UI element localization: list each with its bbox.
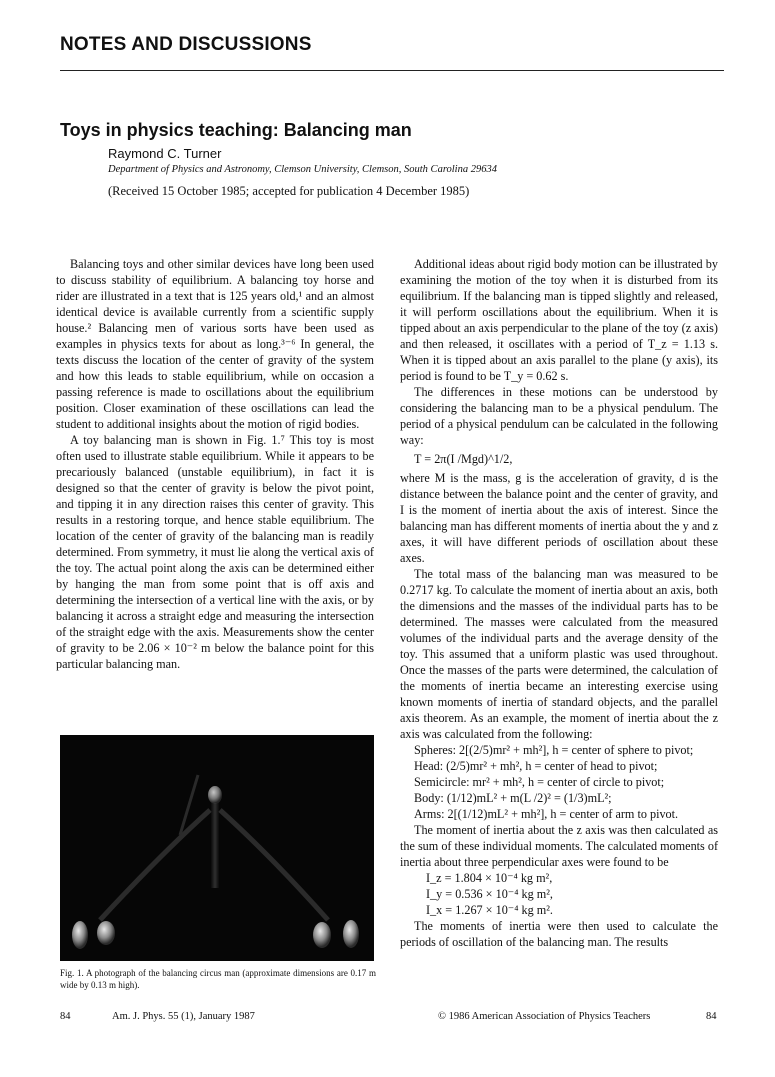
iz-value: I_z = 1.804 × 10⁻⁴ kg m², (426, 871, 553, 885)
header-rule (60, 70, 724, 71)
iy-value: I_y = 0.536 × 10⁻⁴ kg m², (426, 887, 553, 901)
paragraph: The moments of inertia were then used to calculate the periods of oscillation of the balancing man. The results (400, 919, 718, 949)
paragraph: The total mass of the balancing man was measured to be 0.2717 kg. To calculate the moment of inertia about an axis, both the dimensions and the masses of the individual parts has to be determined. The masses were calculated from the measured volumes of the individual parts and the average density of the toy. This assumed that a uniform plastic was used throughout. Once the masses of the parts were determined, the calculation of the moments of inertia became an interesting exercise using known moments of inertia of standard objects, and the parallel axis theorem. As an example, the moment of inertia about the z axis was calculated from the following: (400, 567, 718, 741)
author-name: Raymond C. Turner (108, 146, 222, 161)
right-column (400, 256, 718, 950)
journal-citation: Am. J. Phys. 55 (1), January 1987 (112, 1011, 255, 1022)
photo-illustration (60, 735, 374, 961)
copyright-notice: © 1986 American Association of Physics Teachers (438, 1011, 651, 1022)
article-title: Toys in physics teaching: Balancing man (60, 120, 412, 140)
arms-formula: Arms: 2[(1/12)mL² + mh²], h = center of arm to pivot. (414, 807, 679, 821)
page-number-right: 84 (706, 1011, 717, 1022)
period-equation: T = 2π(I /Mgd)^1/2, (414, 452, 513, 466)
paragraph: The moment of inertia about the z axis was then calculated as the sum of these individual moments. The calculated moments of inertia about three perpendicular axes were found to be (400, 823, 718, 869)
section-heading: NOTES AND DISCUSSIONS (60, 34, 312, 55)
page-number-left: 84 (60, 1011, 71, 1022)
paragraph: A toy balancing man is shown in Fig. 1.⁷ This toy is most often used to illustrate stable equilibrium. While it appears to be precariously balanced (unstable equilibrium), in fact it is designed so that the center of gravity is below the pivot point, and tipping it in any direction raises this center of gravity. This results in a restoring torque, and hence stable equilibrium. The location of the center of gravity of the balancing man is readily determined. From symmetry, it must lie along the vertical axis of the toy. The actual point along the axis can be determined either by hanging the man from some point that is off axis and determining the intersection of a vertical line with the axis, or by balancing it across a straight edge and measuring the intersection of the straight edge with the axis. Measurements show the center of gravity to be 2.06 × 10⁻² m below the balance point for this particular balancing man. (56, 433, 374, 671)
paragraph: Balancing toys and other similar devices have long been used to discuss stability of equilibrium. A balancing toy horse and rider are illustrated in a text that is 125 years old,¹ and an almost identical device is available currently from a scientific supply house.² Balancing men of various sorts have been used as examples in physics texts for about as long.³⁻⁶ In general, the texts discuss the location of the center of gravity of the system and how this leads to stable equilibrium, while on occasion a passing reference is made to oscillations about the equilibrium position. Closer examination of these oscillations can lead the student to additional insights about the motion of rigid bodies. (56, 257, 374, 431)
paragraph: where M is the mass, g is the acceleration of gravity, d is the distance between the balance point and the center of gravity, and I is the moment of inertia about the axis of interest. Since the balancing man has different moments of inertia about the y and z axes, it will have different periods of oscillation about these axes. (400, 471, 718, 565)
paragraph: The differences in these motions can be understood by considering the balancing man to be a physical pendulum. The period of a physical pendulum can be calculated in the following way: (400, 385, 718, 447)
spheres-formula: Spheres: 2[(2/5)mr² + mh²], h = center of sphere to pivot; (414, 743, 694, 757)
body-formula: Body: (1/12)mL² + m(L /2)² = (1/3)mL²; (414, 791, 612, 805)
left-column (56, 256, 374, 672)
paragraph: Additional ideas about rigid body motion can be illustrated by examining the motion of the toy when it is disturbed from its equilibrium. If the balancing man is tipped slightly and released, it will perform oscillations about the equilibrium. When it is tipped about an axis perpendicular to the plane of the toy (z axis) and then released, it oscillates with a period of T_z = 1.13 s. When it is tipped about an axis parallel to the plane (y axis), its period is found to be T_y = 0.62 s. (400, 257, 718, 383)
head-formula: Head: (2/5)mr² + mh², h = center of head to pivot; (414, 759, 658, 773)
figure-caption: Fig. 1. A photograph of the balancing circus man (approximate dimensions are 0.17 m wide by 0.13 m high). (60, 968, 376, 990)
ix-value: I_x = 1.267 × 10⁻⁴ kg m². (426, 903, 553, 917)
balancing-man-photo (60, 735, 374, 961)
author-affiliation: Department of Physics and Astronomy, Clemson University, Clemson, South Carolina 29634 (108, 164, 497, 175)
received-date: (Received 15 October 1985; accepted for publication 4 December 1985) (108, 184, 470, 198)
semicircle-formula: Semicircle: mr² + mh², h = center of circle to pivot; (414, 775, 665, 789)
